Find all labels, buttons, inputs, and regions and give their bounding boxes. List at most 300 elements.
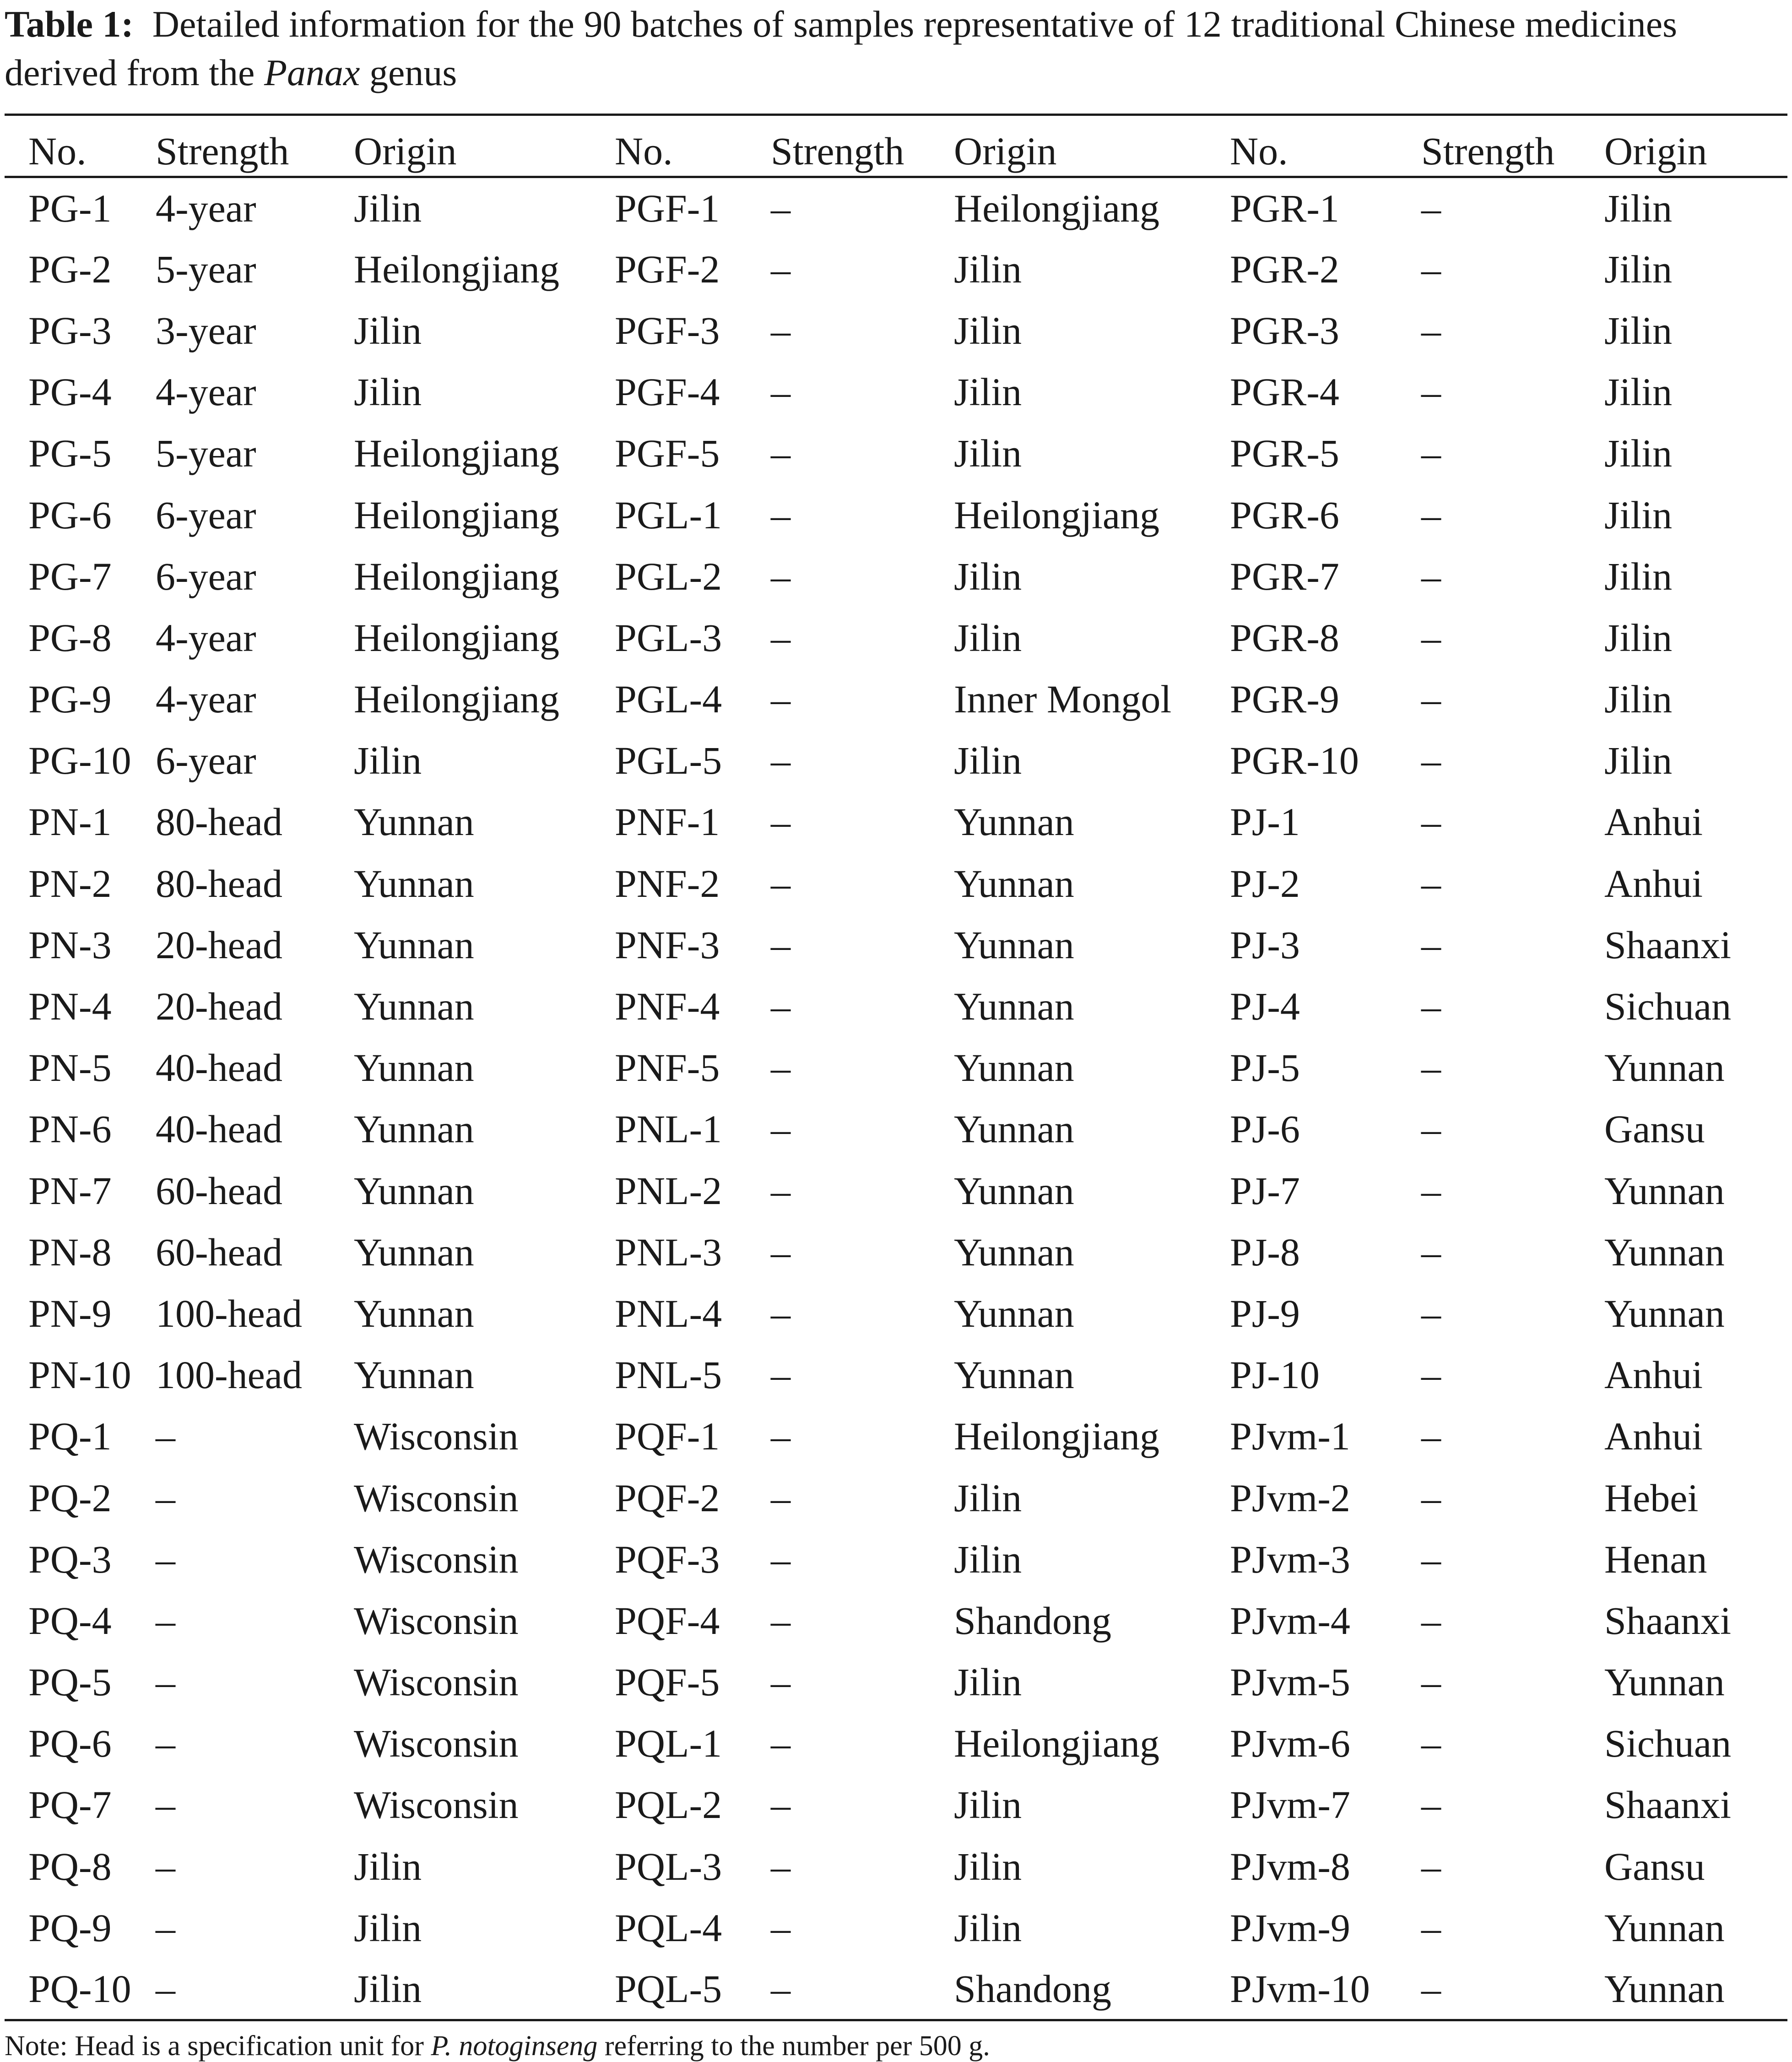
table-cell: Wisconsin (354, 1476, 519, 1520)
table-cell: PJ-9 (1230, 1291, 1300, 1335)
table-cell: PN-1 (28, 800, 112, 844)
table-row (5, 1959, 1787, 2020)
table-cell: PJ-1 (1230, 800, 1300, 844)
table-row (5, 668, 1787, 730)
table-row (5, 546, 1787, 607)
table-note (5, 2030, 990, 2062)
table-row (5, 177, 1787, 239)
table-cell: Yunnan (354, 984, 474, 1029)
table-cell: Heilongjiang (354, 247, 560, 291)
table-caption (5, 0, 1790, 97)
table-cell: Inner Mongol (954, 677, 1172, 722)
table-cell: – (156, 1844, 175, 1888)
table-cell: Jilin (1604, 370, 1673, 414)
table-cell: 4-year (156, 677, 256, 722)
table-cell: – (1421, 677, 1441, 722)
table-cell: – (156, 1905, 175, 1950)
table-cell: – (1421, 984, 1441, 1029)
table-cell: 40-head (156, 1107, 282, 1151)
table-cell: PG-6 (28, 493, 112, 537)
table-cell: 6-year (156, 738, 256, 783)
table-cell: PG-1 (28, 186, 112, 230)
table-cell: Yunnan (954, 800, 1074, 844)
table-label: Table 1: (5, 3, 134, 45)
column-header: Strength (1421, 115, 1604, 177)
table-cell: PQ-1 (28, 1414, 112, 1459)
table-cell: Shandong (954, 1959, 1230, 2020)
table-row (5, 607, 1787, 668)
table-cell: PN-10 (28, 1353, 131, 1397)
table-cell: – (771, 247, 790, 291)
note-species: P. notoginseng (431, 2030, 598, 2062)
table-cell: PN-9 (28, 1291, 112, 1335)
caption-genus: Panax (264, 52, 360, 93)
table-cell: PJvm-7 (1230, 1783, 1350, 1827)
table-cell: Jilin (954, 1783, 1022, 1827)
table-cell: – (156, 1959, 354, 2020)
table-cell: 60-head (156, 1230, 282, 1274)
table-cell: PNL-2 (615, 1168, 722, 1213)
table-cell: Yunnan (954, 1291, 1074, 1335)
table-cell: PQF-5 (615, 1660, 720, 1704)
table-cell: Wisconsin (354, 1721, 519, 1766)
table-cell: – (156, 1414, 175, 1459)
table-cell: Anhui (1604, 800, 1703, 844)
table-cell: – (1421, 922, 1441, 967)
table-cell: PQ-5 (28, 1660, 112, 1704)
table-cell: – (156, 1783, 175, 1827)
table-cell: 80-head (156, 861, 282, 906)
table-cell: Jilin (1604, 615, 1673, 660)
table-cell: PQL-1 (615, 1721, 722, 1766)
table-cell: PJvm-4 (1230, 1598, 1350, 1643)
table-cell: Wisconsin (354, 1537, 519, 1581)
table-cell: PN-4 (28, 984, 112, 1029)
table-cell: Shandong (954, 1598, 1111, 1643)
table-cell: – (771, 1537, 790, 1581)
table-cell: – (771, 1905, 790, 1950)
table-cell: PNL-5 (615, 1353, 722, 1397)
table-row (5, 1344, 1787, 1405)
table-cell: 20-head (156, 984, 282, 1029)
table-cell: 20-head (156, 922, 282, 967)
table-cell: Heilongjiang (354, 615, 560, 660)
table-cell: Heilongjiang (954, 1721, 1160, 1766)
table-cell: Jilin (954, 308, 1022, 353)
column-header: Strength (156, 115, 354, 177)
table-cell: PN-7 (28, 1168, 112, 1213)
table-cell: PQL-2 (615, 1783, 722, 1827)
table-header-row (5, 115, 1787, 177)
table-cell: – (771, 1046, 790, 1090)
table-cell: Yunnan (354, 1353, 474, 1397)
table-cell: Yunnan (1604, 1230, 1725, 1274)
table-cell: – (771, 493, 790, 537)
table-cell: PJ-7 (1230, 1168, 1300, 1213)
table-cell: Wisconsin (354, 1414, 519, 1459)
table-cell: PJ-6 (1230, 1107, 1300, 1151)
table-cell: Yunnan (954, 1353, 1074, 1397)
table-row (5, 914, 1787, 976)
table-row (5, 1098, 1787, 1160)
table-cell: – (771, 1230, 790, 1274)
table-cell: – (771, 1598, 790, 1643)
table-cell: – (771, 677, 790, 722)
column-header: No. (5, 115, 156, 177)
table-cell: PNF-4 (615, 984, 720, 1029)
table-row (5, 976, 1787, 1037)
table-cell: Yunnan (1604, 1959, 1787, 2020)
table-cell: PJvm-2 (1230, 1476, 1350, 1520)
table-cell: 80-head (156, 800, 282, 844)
table-cell: PQF-2 (615, 1476, 720, 1520)
table-row (5, 1283, 1787, 1344)
table-cell: Sichuan (1604, 1721, 1732, 1766)
table-cell: Yunnan (354, 1107, 474, 1151)
table-cell: PQL-5 (615, 1959, 771, 2020)
table-cell: Yunnan (1604, 1905, 1725, 1950)
table-cell: – (771, 1844, 790, 1888)
table-cell: PQ-2 (28, 1476, 112, 1520)
table-cell: PNL-1 (615, 1107, 722, 1151)
table-cell: Yunnan (954, 1230, 1074, 1274)
table-cell: PG-5 (28, 431, 112, 476)
table-cell: 60-head (156, 1168, 282, 1213)
table-cell: PGF-4 (615, 370, 720, 414)
table-cell: – (1421, 1353, 1441, 1397)
table-cell: PG-8 (28, 615, 112, 660)
table-cell: Yunnan (954, 922, 1074, 967)
table-cell: PGL-2 (615, 554, 722, 598)
table-row (5, 1897, 1787, 1959)
table-cell: – (1421, 1046, 1441, 1090)
table-cell: Jilin (954, 1660, 1022, 1704)
table-cell: – (771, 738, 790, 783)
table-cell: – (1421, 1107, 1441, 1151)
table-cell: Yunnan (354, 861, 474, 906)
table-cell: Jilin (1604, 186, 1673, 230)
table-cell: – (156, 1660, 175, 1704)
table-cell: Jilin (954, 738, 1022, 783)
table-cell: PN-8 (28, 1230, 112, 1274)
table-cell: Jilin (354, 1959, 615, 2020)
table-cell: – (1421, 1598, 1441, 1643)
table-row (5, 1774, 1787, 1835)
table-cell: PGF-1 (615, 186, 720, 230)
table-cell: Yunnan (954, 1107, 1074, 1151)
table-cell: – (156, 1476, 175, 1520)
table-cell: Shaanxi (1604, 1783, 1732, 1827)
table-cell: PQ-4 (28, 1598, 112, 1643)
table-cell: PJ-3 (1230, 922, 1300, 967)
table-cell: Yunnan (954, 861, 1074, 906)
table-cell: – (771, 861, 790, 906)
table-cell: 4-year (156, 186, 256, 230)
table-cell: – (1421, 1660, 1441, 1704)
table-row (5, 1713, 1787, 1774)
table-row (5, 1590, 1787, 1651)
table-cell: PJ-2 (1230, 861, 1300, 906)
table-cell: Jilin (354, 738, 422, 783)
table-row (5, 300, 1787, 361)
table-row (5, 853, 1787, 914)
table-cell: PJvm-6 (1230, 1721, 1350, 1766)
table-cell: Yunnan (354, 1046, 474, 1090)
table-cell: Yunnan (354, 922, 474, 967)
table-cell: PJvm-8 (1230, 1844, 1350, 1888)
column-header: Origin (354, 115, 615, 177)
table-row (5, 1160, 1787, 1221)
table-cell: 4-year (156, 615, 256, 660)
table-cell: PJvm-1 (1230, 1414, 1350, 1459)
table-cell: – (1421, 431, 1441, 476)
table-cell: PQ-10 (5, 1959, 156, 2020)
table-cell: – (1421, 1537, 1441, 1581)
table-cell: PG-9 (28, 677, 112, 722)
table-cell: PG-2 (28, 247, 112, 291)
table-cell: Jilin (1604, 554, 1673, 598)
table-cell: PGR-3 (1230, 308, 1339, 353)
table-cell: Jilin (954, 370, 1022, 414)
table-row (5, 423, 1787, 484)
table-cell: PJvm-10 (1230, 1959, 1421, 2020)
table-cell: PGR-8 (1230, 615, 1339, 660)
table-cell: 4-year (156, 370, 256, 414)
table-cell: Jilin (1604, 493, 1673, 537)
table-cell: Jilin (354, 186, 422, 230)
table-cell: Yunnan (954, 984, 1074, 1029)
table-cell: – (771, 431, 790, 476)
table-cell: PGR-2 (1230, 247, 1339, 291)
table-cell: Shaanxi (1604, 922, 1732, 967)
table-body (5, 177, 1787, 2020)
column-header: No. (615, 115, 771, 177)
table-cell: 5-year (156, 431, 256, 476)
table-cell: Hebei (1604, 1476, 1699, 1520)
table-cell: PNL-4 (615, 1291, 722, 1335)
caption-text-end: genus (369, 52, 457, 93)
table-cell: – (1421, 738, 1441, 783)
table-cell: Jilin (354, 1905, 422, 1950)
table-cell: – (1421, 1168, 1441, 1213)
table-cell: PQ-7 (28, 1783, 112, 1827)
table-cell: PNF-5 (615, 1046, 720, 1090)
table-cell: PGR-6 (1230, 493, 1339, 537)
table-cell: – (1421, 1291, 1441, 1335)
table-cell: Jilin (1604, 247, 1673, 291)
table-row (5, 730, 1787, 791)
table-cell: PGR-9 (1230, 677, 1339, 722)
table-row (5, 1467, 1787, 1528)
table-cell: PNL-3 (615, 1230, 722, 1274)
table-cell: PG-4 (28, 370, 112, 414)
table-cell: Jilin (954, 247, 1022, 291)
table-cell: PQ-6 (28, 1721, 112, 1766)
table-cell: – (1421, 1959, 1604, 2020)
table-cell: – (771, 1721, 790, 1766)
table-cell: Yunnan (954, 1046, 1074, 1090)
table-cell: – (771, 800, 790, 844)
table-row (5, 1529, 1787, 1590)
table-cell: PGF-2 (615, 247, 720, 291)
table-cell: – (771, 1959, 954, 2020)
table-cell: PN-5 (28, 1046, 112, 1090)
table-cell: PNF-2 (615, 861, 720, 906)
table-cell: Anhui (1604, 1414, 1703, 1459)
table-cell: PN-2 (28, 861, 112, 906)
table-cell: PGF-3 (615, 308, 720, 353)
table-cell: Jilin (954, 1844, 1022, 1888)
table-cell: PG-3 (28, 308, 112, 353)
table-cell: – (771, 1660, 790, 1704)
table-cell: – (771, 1414, 790, 1459)
table-cell: Jilin (954, 431, 1022, 476)
table-cell: PJvm-5 (1230, 1660, 1350, 1704)
table-cell: Wisconsin (354, 1783, 519, 1827)
table-cell: Heilongjiang (954, 493, 1160, 537)
table-cell: PQF-3 (615, 1537, 720, 1581)
table-cell: PQ-9 (28, 1905, 112, 1950)
table-cell: PJ-10 (1230, 1353, 1320, 1397)
table-cell: Jilin (954, 1476, 1022, 1520)
table-cell: PQF-4 (615, 1598, 720, 1643)
table-cell: Yunnan (1604, 1291, 1725, 1335)
caption-text: Detailed information for the 90 batches of samples representative of 12 traditional Chinese medicines derived from the (5, 3, 1678, 93)
table-cell: Anhui (1604, 1353, 1703, 1397)
table-cell: Yunnan (354, 1168, 474, 1213)
table-cell: – (1421, 247, 1441, 291)
table-cell: Jilin (1604, 308, 1673, 353)
table-cell: Jilin (954, 554, 1022, 598)
table-cell: Yunnan (1604, 1046, 1725, 1090)
table-cell: Wisconsin (354, 1660, 519, 1704)
table-cell: PNF-1 (615, 800, 720, 844)
table-row (5, 484, 1787, 545)
table-cell: – (1421, 186, 1441, 230)
table-row (5, 1836, 1787, 1897)
table-cell: – (771, 186, 790, 230)
table-cell: – (771, 1353, 790, 1397)
table-cell: Henan (1604, 1537, 1707, 1581)
table-cell: Heilongjiang (354, 493, 560, 537)
table-cell: PJvm-3 (1230, 1537, 1350, 1581)
table-cell: – (156, 1721, 175, 1766)
table-cell: – (771, 1168, 790, 1213)
table-cell: – (1421, 1783, 1441, 1827)
table-cell: PQ-3 (28, 1537, 112, 1581)
table-cell: Sichuan (1604, 984, 1732, 1029)
table-cell: Jilin (354, 308, 422, 353)
table-cell: 5-year (156, 247, 256, 291)
table-cell: – (771, 308, 790, 353)
table-cell: – (771, 1107, 790, 1151)
table-cell: PNF-3 (615, 922, 720, 967)
table-row (5, 791, 1787, 852)
table-cell: Jilin (1604, 431, 1673, 476)
table-cell: PJ-4 (1230, 984, 1300, 1029)
table-cell: 6-year (156, 493, 256, 537)
table-cell: PGL-4 (615, 677, 722, 722)
table-cell: – (1421, 861, 1441, 906)
table-cell: Wisconsin (354, 1598, 519, 1643)
table-cell: – (771, 922, 790, 967)
table-cell: Heilongjiang (354, 554, 560, 598)
table-cell: PGL-1 (615, 493, 722, 537)
table-cell: PGL-3 (615, 615, 722, 660)
table-cell: – (771, 984, 790, 1029)
table-row (5, 1037, 1787, 1098)
table-cell: Yunnan (1604, 1660, 1725, 1704)
table-cell: – (1421, 493, 1441, 537)
table-cell: Jilin (354, 370, 422, 414)
table-cell: PQL-3 (615, 1844, 722, 1888)
table-cell: Yunnan (354, 800, 474, 844)
table-cell: – (1421, 554, 1441, 598)
table-cell: Jilin (1604, 677, 1673, 722)
table-cell: PJvm-9 (1230, 1905, 1350, 1950)
table-cell: 100-head (156, 1353, 302, 1397)
table-row (5, 361, 1787, 423)
column-header: Origin (1604, 115, 1787, 177)
table-cell: PGL-5 (615, 738, 722, 783)
table-cell: Shaanxi (1604, 1598, 1732, 1643)
table-cell: Gansu (1604, 1844, 1705, 1888)
table-cell: 100-head (156, 1291, 302, 1335)
table-cell: Jilin (954, 615, 1022, 660)
table-cell: 6-year (156, 554, 256, 598)
table-cell: – (1421, 615, 1441, 660)
table-cell: – (771, 1783, 790, 1827)
table-cell: Jilin (954, 1537, 1022, 1581)
table-cell: 3-year (156, 308, 256, 353)
table-cell: Anhui (1604, 861, 1703, 906)
table-cell: PGF-5 (615, 431, 720, 476)
table-cell: PJ-5 (1230, 1046, 1300, 1090)
column-header: No. (1230, 115, 1421, 177)
table-cell: – (771, 1476, 790, 1520)
table-cell: PG-7 (28, 554, 112, 598)
table-cell: Heilongjiang (954, 1414, 1160, 1459)
table-cell: – (156, 1598, 175, 1643)
table-cell: – (1421, 1844, 1441, 1888)
table-cell: PJ-8 (1230, 1230, 1300, 1274)
table-cell: – (1421, 370, 1441, 414)
table-cell: Yunnan (954, 1168, 1074, 1213)
table-cell: – (1421, 1476, 1441, 1520)
samples-table (5, 114, 1787, 2021)
table-cell: – (771, 1291, 790, 1335)
table-cell: Jilin (354, 1844, 422, 1888)
table-cell: PGR-5 (1230, 431, 1339, 476)
table-row (5, 1221, 1787, 1283)
table-cell: PQF-1 (615, 1414, 720, 1459)
table-cell: – (771, 615, 790, 660)
table-cell: PN-3 (28, 922, 112, 967)
table-cell: – (1421, 800, 1441, 844)
table-cell: PGR-7 (1230, 554, 1339, 598)
table-cell: Jilin (954, 1905, 1022, 1950)
note-text-end: referring to the number per 500 g. (604, 2030, 990, 2062)
table-cell: PQ-8 (28, 1844, 112, 1888)
table-cell: Heilongjiang (354, 431, 560, 476)
table-cell: PGR-10 (1230, 738, 1359, 783)
table-cell: – (1421, 1905, 1441, 1950)
table-cell: Yunnan (1604, 1168, 1725, 1213)
table-cell: Jilin (1604, 738, 1673, 783)
table-cell: Gansu (1604, 1107, 1705, 1151)
table-cell: – (771, 554, 790, 598)
table-cell: – (1421, 1230, 1441, 1274)
